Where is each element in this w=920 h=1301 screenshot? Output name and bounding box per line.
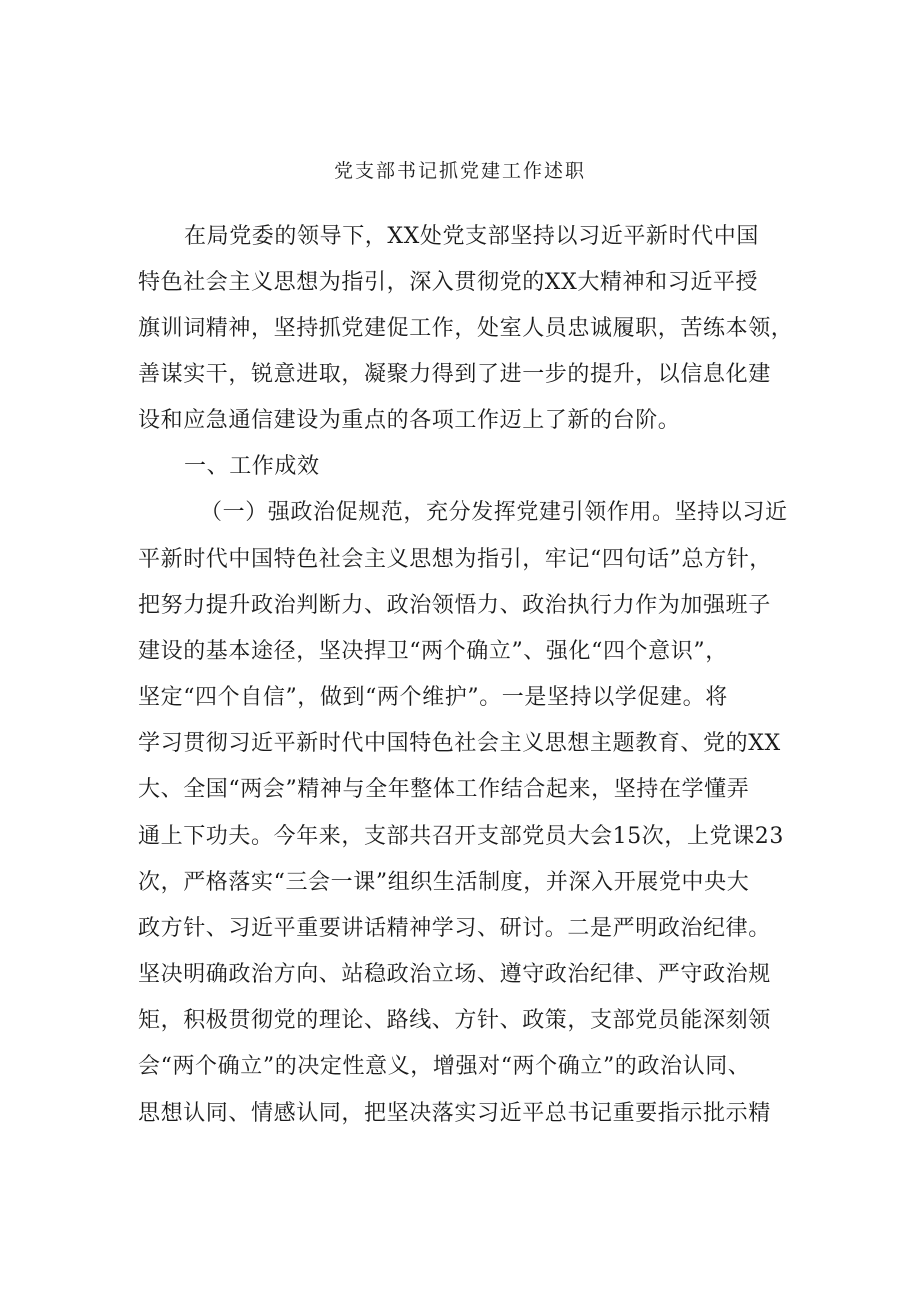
paragraph-line: 善谋实干，锐意进取，凝聚力得到了进一步的提升，以信息化建 (138, 362, 771, 387)
paragraph-line: 矩，积极贯彻党的理论、路线、方针、政策，支部党员能深刻领 (138, 1008, 771, 1033)
paragraph-line: 平新时代中国特色社会主义思想为指引，牢记“四句话”总方针， (138, 547, 772, 572)
paragraph-line: 政方针、习近平重要讲话精神学习、研讨。二是严明政治纪律。 (138, 916, 771, 941)
paragraph-line: 大、全国“两会”精神与全年整体工作结合起来，坚持在学懂弄 (138, 777, 750, 802)
paragraph-line: （一）强政治促规范，充分发挥党建引领作用。坚持以习近 (200, 500, 788, 525)
paragraph-line: 旗训词精神，坚持抓党建促工作，处室人员忠诚履职，苦练本领， (138, 316, 794, 341)
paragraph-line: 坚定“四个自信”，做到“两个维护”。一是坚持以学促建。将 (138, 685, 728, 710)
paragraph-line: 在局党委的领导下，XX处党支部坚持以习近平新时代中国 (184, 224, 759, 249)
paragraph-line: 把努力提升政治判断力、政治领悟力、政治执行力作为加强班子 (138, 593, 771, 618)
section-heading: 一、工作成效 (184, 454, 320, 479)
paragraph-line: 设和应急通信建设为重点的各项工作迈上了新的台阶。 (138, 408, 681, 433)
paragraph-line: 次，严格落实“三会一课”组织生活制度，并深入开展党中央大 (138, 870, 750, 895)
paragraph-line: 建设的基本途径，坚决捍卫“两个确立”、强化“四个意识”， (138, 639, 728, 664)
paragraph-line: 会“两个确立”的决定性意义，增强对“两个确立”的政治认同、 (138, 1054, 751, 1079)
paragraph-line: 坚决明确政治方向、站稳政治立场、遵守政治纪律、严守政治规 (138, 962, 771, 987)
paragraph-line: 特色社会主义思想为指引，深入贯彻党的XX大精神和习近平授 (138, 270, 759, 295)
paragraph-line: 思想认同、情感认同，把坚决落实习近平总书记重要指示批示精 (138, 1101, 771, 1126)
document-title: 党支部书记抓党建工作述职 (333, 160, 586, 182)
paragraph-line: 学习贯彻习近平新时代中国特色社会主义思想主题教育、党的XX (138, 731, 781, 756)
paragraph-line: 通上下功夫。今年来，支部共召开支部党员大会15次，上党课23 (138, 824, 784, 849)
